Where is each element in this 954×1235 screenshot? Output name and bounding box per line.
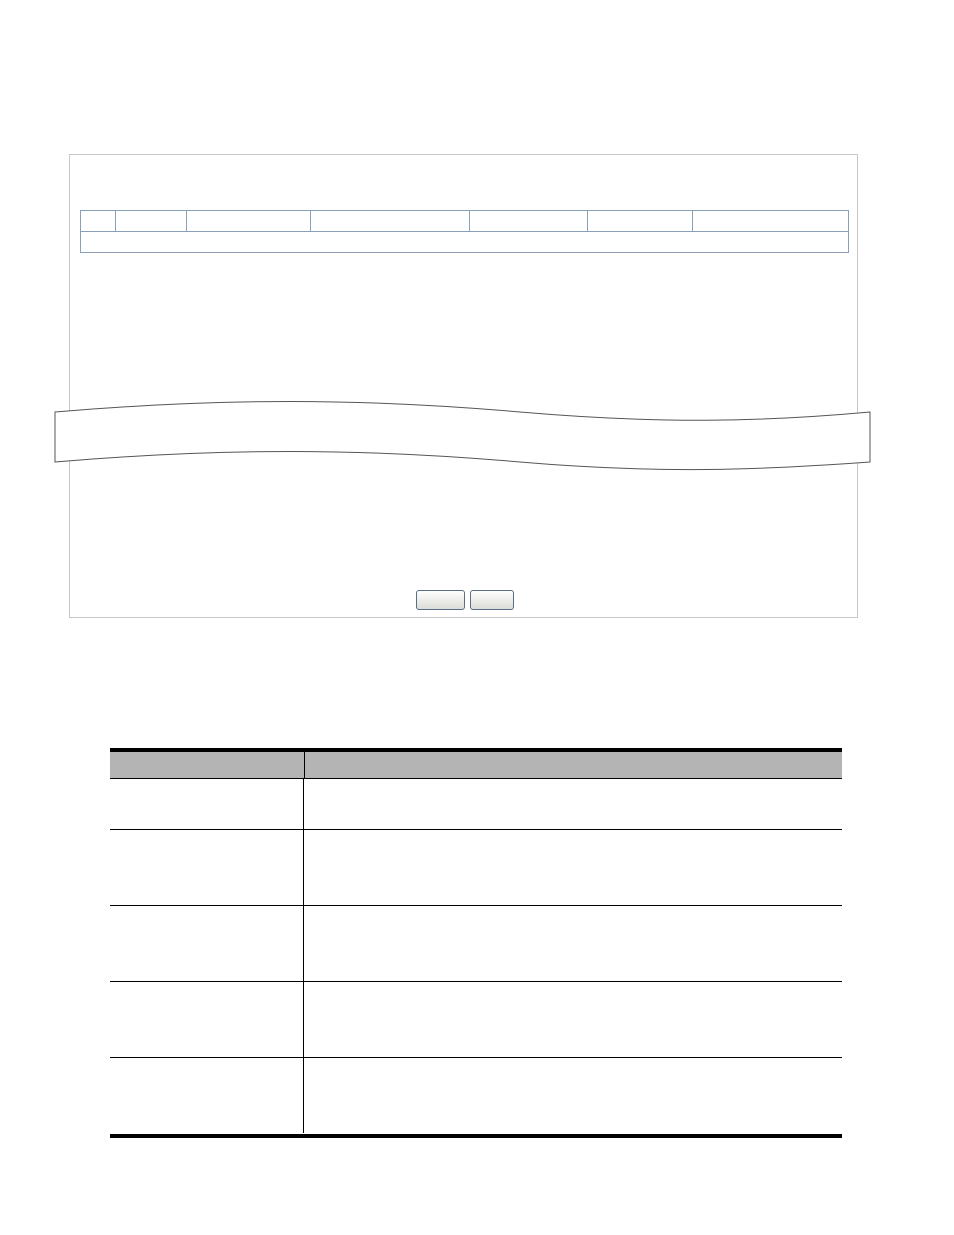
col-interval (311, 211, 470, 231)
col-retry (470, 211, 588, 231)
table-header (81, 211, 848, 232)
col-ip (187, 211, 311, 231)
col-mode (116, 211, 187, 231)
description-row (110, 778, 842, 829)
description-row (110, 981, 842, 1057)
description-table (110, 748, 842, 1138)
description-header (110, 751, 842, 778)
pd-ping-table (80, 210, 849, 253)
description-row (110, 905, 842, 981)
reset-button[interactable] (470, 590, 514, 610)
description-row (110, 1057, 842, 1133)
col-port (81, 211, 116, 231)
table-bottom-rule (110, 1134, 842, 1138)
description-row (110, 829, 842, 905)
col-reboot (693, 211, 848, 231)
torn-gap (81, 232, 848, 252)
col-action (588, 211, 693, 231)
apply-button[interactable] (416, 590, 465, 610)
